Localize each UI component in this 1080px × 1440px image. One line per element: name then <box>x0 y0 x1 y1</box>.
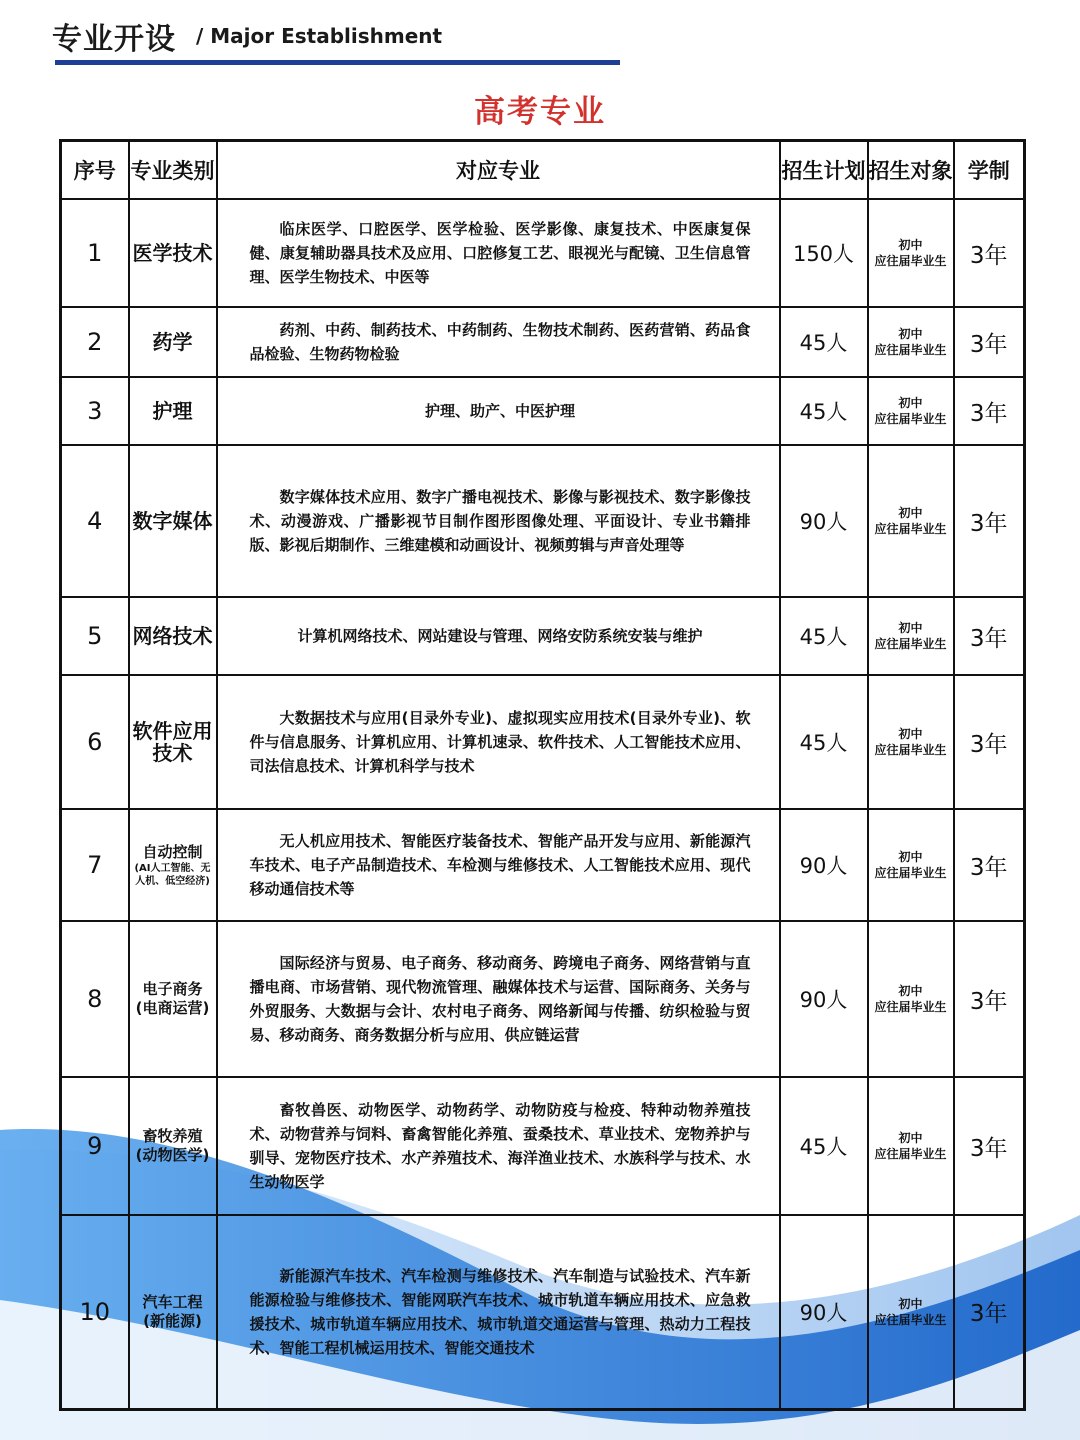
majors-table <box>59 139 1026 1411</box>
table-row <box>61 307 1025 377</box>
category-name: 软件应用技术 <box>132 719 213 765</box>
row-category <box>129 597 217 675</box>
category-note: (电商运营) <box>135 999 210 1017</box>
category-name: 自动控制 <box>142 842 203 861</box>
row-plan: 90人 <box>780 809 868 921</box>
table-row <box>61 1077 1025 1215</box>
row-years: 3年 <box>954 307 1025 377</box>
target-level: 初中 <box>898 327 923 341</box>
target-level: 初中 <box>898 1131 923 1145</box>
row-target <box>868 597 954 675</box>
row-target <box>868 1077 954 1215</box>
row-years: 3年 <box>954 1077 1025 1215</box>
target-group: 应往届毕业生 <box>874 1312 947 1327</box>
row-category <box>129 809 217 921</box>
row-majors: 国际经济与贸易、电子商务、移动商务、跨境电子商务、网络营销与直播电商、市场营销、现代物流管理、融媒体技术与运营、国际商务、关务与外贸服务、大数据与会计、农村电子商务、网络新闻与传播、纺织检验与贸易、移动商务、商务数据分析与应用、供应链运营 <box>217 921 780 1077</box>
row-target <box>868 445 954 597</box>
row-category <box>129 675 217 809</box>
table-row <box>61 675 1025 809</box>
column-header-category: 专业类别 <box>129 141 217 200</box>
row-plan: 45人 <box>780 377 868 445</box>
target-level: 初中 <box>898 850 923 864</box>
target-group: 应往届毕业生 <box>874 412 947 426</box>
row-number: 2 <box>61 307 129 377</box>
row-years: 3年 <box>954 597 1025 675</box>
row-category <box>129 377 217 445</box>
column-header-majors: 对应专业 <box>217 141 780 200</box>
category-name: 药学 <box>152 330 193 354</box>
row-number: 1 <box>61 199 129 307</box>
target-level: 初中 <box>898 238 923 252</box>
table-row <box>61 809 1025 921</box>
target-level: 初中 <box>898 984 923 998</box>
category-note: (动物医学) <box>135 1146 210 1164</box>
row-majors: 新能源汽车技术、汽车检测与维修技术、汽车制造与试验技术、汽车新能源检验与维修技术、智能网联汽车技术、城市轨道车辆应用技术、应急救援技术、城市轨道车辆应用技术、城市轨道交通运营与管理、热动力工程技术、智能工程机械运用技术、智能交通技术 <box>217 1215 780 1409</box>
row-majors: 畜牧兽医、动物医学、动物药学、动物防疫与检疫、特种动物养殖技术、动物营养与饲料、畜禽智能化养殖、蚕桑技术、草业技术、宠物养护与驯导、宠物医疗技术、水产养殖技术、海洋渔业技术、水族科学与技术、水生动物医学 <box>217 1077 780 1215</box>
table-row <box>61 445 1025 597</box>
target-level: 初中 <box>898 396 923 410</box>
header-divider <box>55 60 620 65</box>
row-years: 3年 <box>954 921 1025 1077</box>
row-years: 3年 <box>954 1215 1025 1409</box>
target-group: 应往届毕业生 <box>874 343 947 357</box>
page-subtitle: / Major Establishment <box>196 24 443 48</box>
row-majors: 药剂、中药、制药技术、中药制药、生物技术制药、医药营销、药品食品检验、生物药物检验 <box>217 307 780 377</box>
target-group: 应往届毕业生 <box>874 743 947 757</box>
section-title: 高考专业 <box>474 94 606 130</box>
row-target <box>868 199 954 307</box>
table-row <box>61 921 1025 1077</box>
category-name: 医学技术 <box>132 241 213 265</box>
column-header-no: 序号 <box>61 141 129 200</box>
row-category <box>129 921 217 1077</box>
category-name: 电子商务 <box>142 980 203 998</box>
row-plan: 45人 <box>780 597 868 675</box>
row-majors: 大数据技术与应用(目录外专业)、虚拟现实应用技术(目录外专业)、软件与信息服务、计算机应用、计算机速录、软件技术、人工智能技术应用、司法信息技术、计算机科学与技术 <box>217 675 780 809</box>
row-plan: 45人 <box>780 1077 868 1215</box>
row-category <box>129 199 217 307</box>
row-number: 5 <box>61 597 129 675</box>
target-level: 初中 <box>898 621 923 635</box>
row-category <box>129 1215 217 1409</box>
page-title: 专业开设 <box>52 22 176 57</box>
row-number: 6 <box>61 675 129 809</box>
category-name: 网络技术 <box>132 624 213 648</box>
row-plan: 90人 <box>780 1215 868 1409</box>
row-target <box>868 809 954 921</box>
table-row <box>61 377 1025 445</box>
row-target <box>868 307 954 377</box>
row-number: 4 <box>61 445 129 597</box>
row-plan: 45人 <box>780 307 868 377</box>
row-years: 3年 <box>954 809 1025 921</box>
row-plan: 90人 <box>780 921 868 1077</box>
row-years: 3年 <box>954 445 1025 597</box>
row-years: 3年 <box>954 377 1025 445</box>
target-group: 应往届毕业生 <box>874 1147 947 1161</box>
target-level: 初中 <box>898 727 923 741</box>
row-majors: 计算机网络技术、网站建设与管理、网络安防系统安装与维护 <box>217 597 780 675</box>
category-note: (AI人工智能、无人机、低空经济) <box>134 862 211 887</box>
row-years: 3年 <box>954 199 1025 307</box>
target-group: 应往届毕业生 <box>874 1000 947 1014</box>
target-group: 应往届毕业生 <box>874 866 947 880</box>
row-number: 8 <box>61 921 129 1077</box>
table-header-row <box>61 141 1025 200</box>
row-number: 9 <box>61 1077 129 1215</box>
target-group: 应往届毕业生 <box>874 522 947 536</box>
row-target <box>868 377 954 445</box>
row-majors: 护理、助产、中医护理 <box>217 377 780 445</box>
row-category <box>129 445 217 597</box>
row-target <box>868 921 954 1077</box>
category-name: 畜牧养殖 <box>142 1127 203 1145</box>
row-category <box>129 307 217 377</box>
category-note: (新能源) <box>143 1311 202 1330</box>
row-target <box>868 675 954 809</box>
table-row <box>61 597 1025 675</box>
column-header-years: 学制 <box>954 141 1025 200</box>
row-number: 3 <box>61 377 129 445</box>
category-name: 数字媒体 <box>132 509 213 533</box>
row-years: 3年 <box>954 675 1025 809</box>
row-plan: 90人 <box>780 445 868 597</box>
target-level: 初中 <box>898 506 923 520</box>
row-number: 7 <box>61 809 129 921</box>
row-majors: 无人机应用技术、智能医疗装备技术、智能产品开发与应用、新能源汽车技术、电子产品制造技术、车检测与维修技术、人工智能技术应用、现代移动通信技术等 <box>217 809 780 921</box>
target-group: 应往届毕业生 <box>874 254 947 268</box>
table-row <box>61 1215 1025 1409</box>
row-plan: 45人 <box>780 675 868 809</box>
column-header-target: 招生对象 <box>868 141 954 200</box>
table-row <box>61 199 1025 307</box>
row-plan: 150人 <box>780 199 868 307</box>
column-header-plan: 招生计划 <box>780 141 868 200</box>
row-number: 10 <box>61 1215 129 1409</box>
row-majors: 数字媒体技术应用、数字广播电视技术、影像与影视技术、数字影像技术、动漫游戏、广播影视节目制作图形图像处理、平面设计、专业书籍排版、影视后期制作、三维建模和动画设计、视频剪辑与声音处理等 <box>217 445 780 597</box>
row-category <box>129 1077 217 1215</box>
target-group: 应往届毕业生 <box>874 637 947 651</box>
row-majors: 临床医学、口腔医学、医学检验、医学影像、康复技术、中医康复保健、康复辅助器具技术及应用、口腔修复工艺、眼视光与配镜、卫生信息管理、医学生物技术、中医等 <box>217 199 780 307</box>
category-name: 汽车工程 <box>142 1292 203 1311</box>
target-level: 初中 <box>898 1296 923 1311</box>
category-name: 护理 <box>152 399 193 423</box>
row-target <box>868 1215 954 1409</box>
